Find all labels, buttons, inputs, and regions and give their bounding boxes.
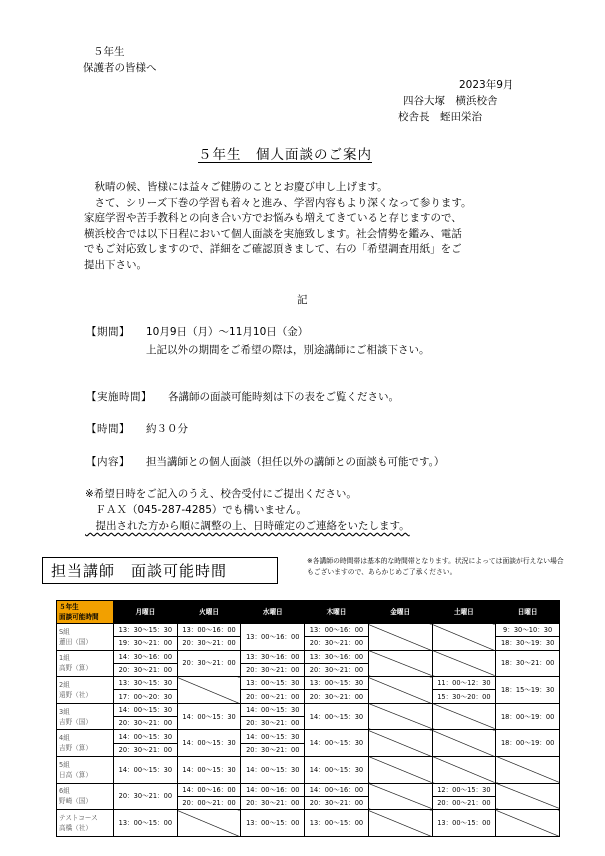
time-slot: 13：30～16：00 (305, 651, 368, 664)
time-slot: 14：00～15：30 (309, 739, 364, 748)
time-cell (496, 677, 560, 704)
time-slot: 14：00～15：30 (118, 765, 173, 774)
table-corner (57, 601, 114, 624)
time-slot: 13：00～15：00 (309, 818, 364, 827)
day-header: 土曜日 (432, 601, 496, 624)
unavailable-cell (368, 624, 432, 651)
time-cell (305, 650, 369, 677)
teacher-name: 野崎（国） (59, 797, 92, 806)
teacher-cell (57, 650, 114, 677)
time-slot: 13：30～15：30 (114, 677, 177, 690)
teacher-name: 吉野（算） (59, 744, 92, 753)
schedule-heading: 担当講師 面談可能時間 (42, 557, 278, 584)
time-cell (241, 703, 305, 730)
time-cell (114, 703, 178, 730)
time-cell (432, 783, 496, 810)
time-cell (241, 624, 305, 651)
duration-label: 【時間】 (86, 423, 130, 435)
table-row (57, 650, 560, 677)
content-value: 担当講師との個人面談（担任以外の講師との面談も可能です。） (146, 456, 445, 468)
time-cell (241, 810, 305, 837)
unavailable-cell (432, 730, 496, 757)
teacher-name: 蓮田（国） (59, 637, 92, 646)
time-slot: 20：30～21：00 (118, 719, 173, 728)
time-slot: 20：30～21：00 (309, 692, 364, 701)
intro-line: 秋晴の候、皆様には益々ご健勝のこととお慶び申し上げます。 (84, 181, 388, 193)
time-cell (241, 783, 305, 810)
time-slot: 18：30～19：30 (500, 639, 555, 648)
time-slot: 20：30～21：00 (182, 639, 236, 648)
ki-heading: 記 (297, 294, 308, 306)
time-cell (305, 756, 369, 783)
time-slot: 20：30～21：00 (309, 666, 364, 675)
school-name: 四谷大塚 横浜校舎 (403, 95, 498, 107)
corner-line: ５年生 (59, 603, 79, 611)
class-name: 3組 (59, 707, 70, 716)
time-slot: 13：00～15：30 (241, 677, 304, 690)
time-slot: 20：00～21：00 (246, 692, 300, 701)
time-cell (241, 650, 305, 677)
time-slot: 20：30～21：00 (182, 659, 236, 668)
period-note: 上記以外の期間をご希望の際は，別途講師にご相談下さい。 (146, 344, 430, 356)
unavailable-cell (496, 783, 560, 810)
time-slot: 14：30～16：00 (114, 651, 177, 664)
teacher-cell (57, 756, 114, 783)
table-row (57, 677, 560, 704)
time-cell (496, 624, 560, 651)
time-value: 各講師の面談可能時刻は下の表をご覧ください。 (168, 391, 399, 403)
day-header: 木曜日 (305, 601, 369, 624)
unavailable-cell (432, 650, 496, 677)
time-cell (114, 783, 178, 810)
time-slot: 20：30～21：00 (118, 745, 173, 754)
unavailable-cell (368, 650, 432, 677)
document-title: ５年生 個人面談のご案内 (198, 147, 372, 163)
time-slot: 20：30～21：00 (309, 639, 364, 648)
time-slot: 13：00～15：00 (246, 818, 300, 827)
time-cell (241, 730, 305, 757)
addressee: 保護者の皆様へ (83, 62, 157, 74)
day-header: 月曜日 (114, 601, 178, 624)
time-cell (305, 783, 369, 810)
time-slot: 13：30～16：00 (241, 651, 304, 664)
unavailable-cell (496, 756, 560, 783)
teacher-cell (57, 730, 114, 757)
time-slot: 13：30～15：30 (114, 624, 177, 637)
time-cell (177, 730, 241, 757)
table-row (57, 730, 560, 757)
intro-line: さて、シリーズ下巻の学習も着々と進み、学習内容もより深くなって参ります。 (84, 196, 472, 209)
time-cell (177, 650, 241, 677)
time-cell (496, 703, 560, 730)
time-slot: 13：00～15：00 (118, 818, 173, 827)
time-slot: 17：00～20：30 (118, 692, 173, 701)
corner-line: 面談可能時間 (59, 613, 99, 621)
time-cell (432, 677, 496, 704)
time-slot: 18：00～19：00 (500, 739, 555, 748)
table-row (57, 703, 560, 730)
time-slot: 14：00～15：30 (114, 730, 177, 743)
unavailable-cell (496, 810, 560, 837)
time-slot: 20：00～21：00 (182, 799, 236, 807)
time-cell (241, 756, 305, 783)
day-header: 金曜日 (368, 601, 432, 624)
time-cell (496, 730, 560, 757)
time-slot: 13：00～15：00 (437, 818, 491, 827)
table-row (57, 810, 560, 837)
fax-line: ＦＡＸ（045-287-4285）でも構いません。 (85, 504, 308, 516)
time-slot: 18：30～21：00 (500, 659, 555, 668)
time-slot: 14：00～15：30 (182, 712, 236, 721)
intro-line: 家庭学習や苦手教科との向き合い方でお悩みも増えてきていると存じますので、 (84, 212, 462, 224)
duration-value: 約３０分 (146, 423, 188, 435)
schedule-note: ※各講師の時間帯は基本的な時間帯となります。状況によっては面談が行えない場合もございますので、あらかじめご了承ください。 (307, 557, 564, 576)
teacher-cell (57, 783, 114, 810)
time-slot: 20：30～21：00 (309, 799, 364, 807)
time-cell (114, 756, 178, 783)
time-cell (114, 650, 178, 677)
time-slot: 14：00～15：30 (182, 765, 236, 774)
time-cell (305, 677, 369, 704)
time-slot: 15：30～20：00 (437, 692, 491, 701)
time-slot: 14：00～15：30 (241, 730, 304, 743)
time-cell (496, 650, 560, 677)
time-slot: 14：00～16：00 (178, 784, 241, 797)
note-line: ※希望日時をご記入のうえ、校舎受付にご提出ください。 (85, 488, 357, 500)
time-slot: 14：00～16：00 (241, 784, 304, 797)
teacher-name: 高野（算） (59, 664, 92, 673)
time-cell (114, 624, 178, 651)
time-slot: 20：30～21：00 (246, 799, 300, 807)
unavailable-cell (368, 756, 432, 783)
schedule-table (56, 600, 560, 837)
time-cell (177, 624, 241, 651)
time-slot: 13：00～16：00 (305, 624, 368, 637)
unavailable-cell (368, 730, 432, 757)
intro-line: でもご対応致しますので、詳細をご確認頂きまして、右の「希望調査用紙」をご (84, 243, 462, 255)
time-cell (305, 810, 369, 837)
time-slot: 20：00～21：00 (437, 799, 491, 807)
time-cell (305, 703, 369, 730)
time-slot: 14：00～15：30 (114, 704, 177, 717)
teacher-name: 高橋（社） (59, 823, 92, 832)
time-cell (177, 756, 241, 783)
time-cell (177, 703, 241, 730)
time-cell (114, 810, 178, 837)
day-header: 火曜日 (177, 601, 241, 624)
time-cell (114, 677, 178, 704)
time-slot: 18：00～19：00 (500, 712, 555, 721)
teacher-name: 日高（算） (59, 770, 92, 779)
time-slot: 13：00～16：00 (246, 632, 300, 641)
table-header-row (57, 601, 560, 624)
teacher-cell (57, 810, 114, 837)
table-row (57, 624, 560, 651)
unavailable-cell (432, 756, 496, 783)
time-slot: 12：00～15：30 (433, 784, 496, 797)
intro-paragraph (84, 180, 534, 273)
time-slot: 14：00～16：00 (305, 784, 368, 797)
time-slot: 14：00～15：30 (182, 739, 236, 748)
time-cell (241, 677, 305, 704)
table-row (57, 783, 560, 810)
time-slot: 18：15～19：30 (500, 685, 555, 694)
class-name: 4組 (59, 734, 70, 743)
time-slot: 14：00～15：30 (309, 765, 364, 774)
day-header: 水曜日 (241, 601, 305, 624)
unavailable-cell (368, 677, 432, 704)
time-label: 【実施時間】 (86, 391, 152, 403)
grade-line: ５年生 (93, 46, 125, 58)
time-slot: 9：30～10：30 (496, 624, 559, 637)
time-cell (177, 783, 241, 810)
intro-line: 横浜校舎では以下日程において個人面談を実施致します。社会情勢を鑑み、電話 (84, 227, 462, 240)
class-name: S組 (59, 627, 70, 636)
unavailable-cell (368, 783, 432, 810)
time-slot: 14：00～15：30 (246, 765, 300, 774)
class-name: 6組 (59, 787, 70, 796)
class-name: テストコース (59, 813, 98, 822)
teacher-cell (57, 703, 114, 730)
time-slot: 14：00～15：30 (241, 704, 304, 717)
teacher-cell (57, 677, 114, 704)
teacher-name: 遠野（社） (59, 690, 92, 699)
unavailable-cell (177, 677, 241, 704)
time-cell (114, 730, 178, 757)
time-slot: 20：30～21：00 (246, 745, 300, 754)
time-slot: 14：00～15：30 (309, 712, 364, 721)
time-slot: 20：30～21：00 (118, 666, 173, 675)
time-slot: 20：30～21：00 (246, 666, 300, 675)
class-name: 5組 (59, 760, 70, 769)
unavailable-cell (177, 810, 241, 837)
time-cell (305, 730, 369, 757)
time-slot: 11：00～12：30 (433, 677, 496, 690)
period-value: 10月9日（月）～11月10日（金） (146, 326, 309, 338)
principal-name: 校舎長 蛭田栄治 (398, 111, 482, 123)
unavailable-cell (432, 703, 496, 730)
time-cell (432, 810, 496, 837)
teacher-cell (57, 624, 114, 651)
unavailable-cell (368, 703, 432, 730)
class-name: 2組 (59, 680, 70, 689)
time-cell (305, 624, 369, 651)
day-header: 日曜日 (496, 601, 560, 624)
time-slot: 13：00～15：30 (305, 677, 368, 690)
time-slot: 13：00～16：00 (178, 624, 241, 637)
table-row (57, 756, 560, 783)
time-slot: 19：30～21：00 (118, 639, 173, 648)
period-label: 【期間】 (86, 326, 130, 338)
date: 2023年9月 (459, 79, 514, 91)
time-slot: 20：30～21：00 (118, 792, 173, 801)
table-body (57, 624, 560, 837)
intro-line: 提出下さい。 (84, 258, 147, 271)
class-name: 1組 (59, 654, 70, 663)
unavailable-cell (432, 624, 496, 651)
confirm-line: 提出された方から順に調整の上、日時確定のご連絡をいたします。 (85, 520, 410, 532)
time-slot: 20：30～21：00 (246, 719, 300, 728)
unavailable-cell (368, 810, 432, 837)
content-label: 【内容】 (86, 456, 130, 468)
teacher-name: 吉野（国） (59, 717, 92, 726)
